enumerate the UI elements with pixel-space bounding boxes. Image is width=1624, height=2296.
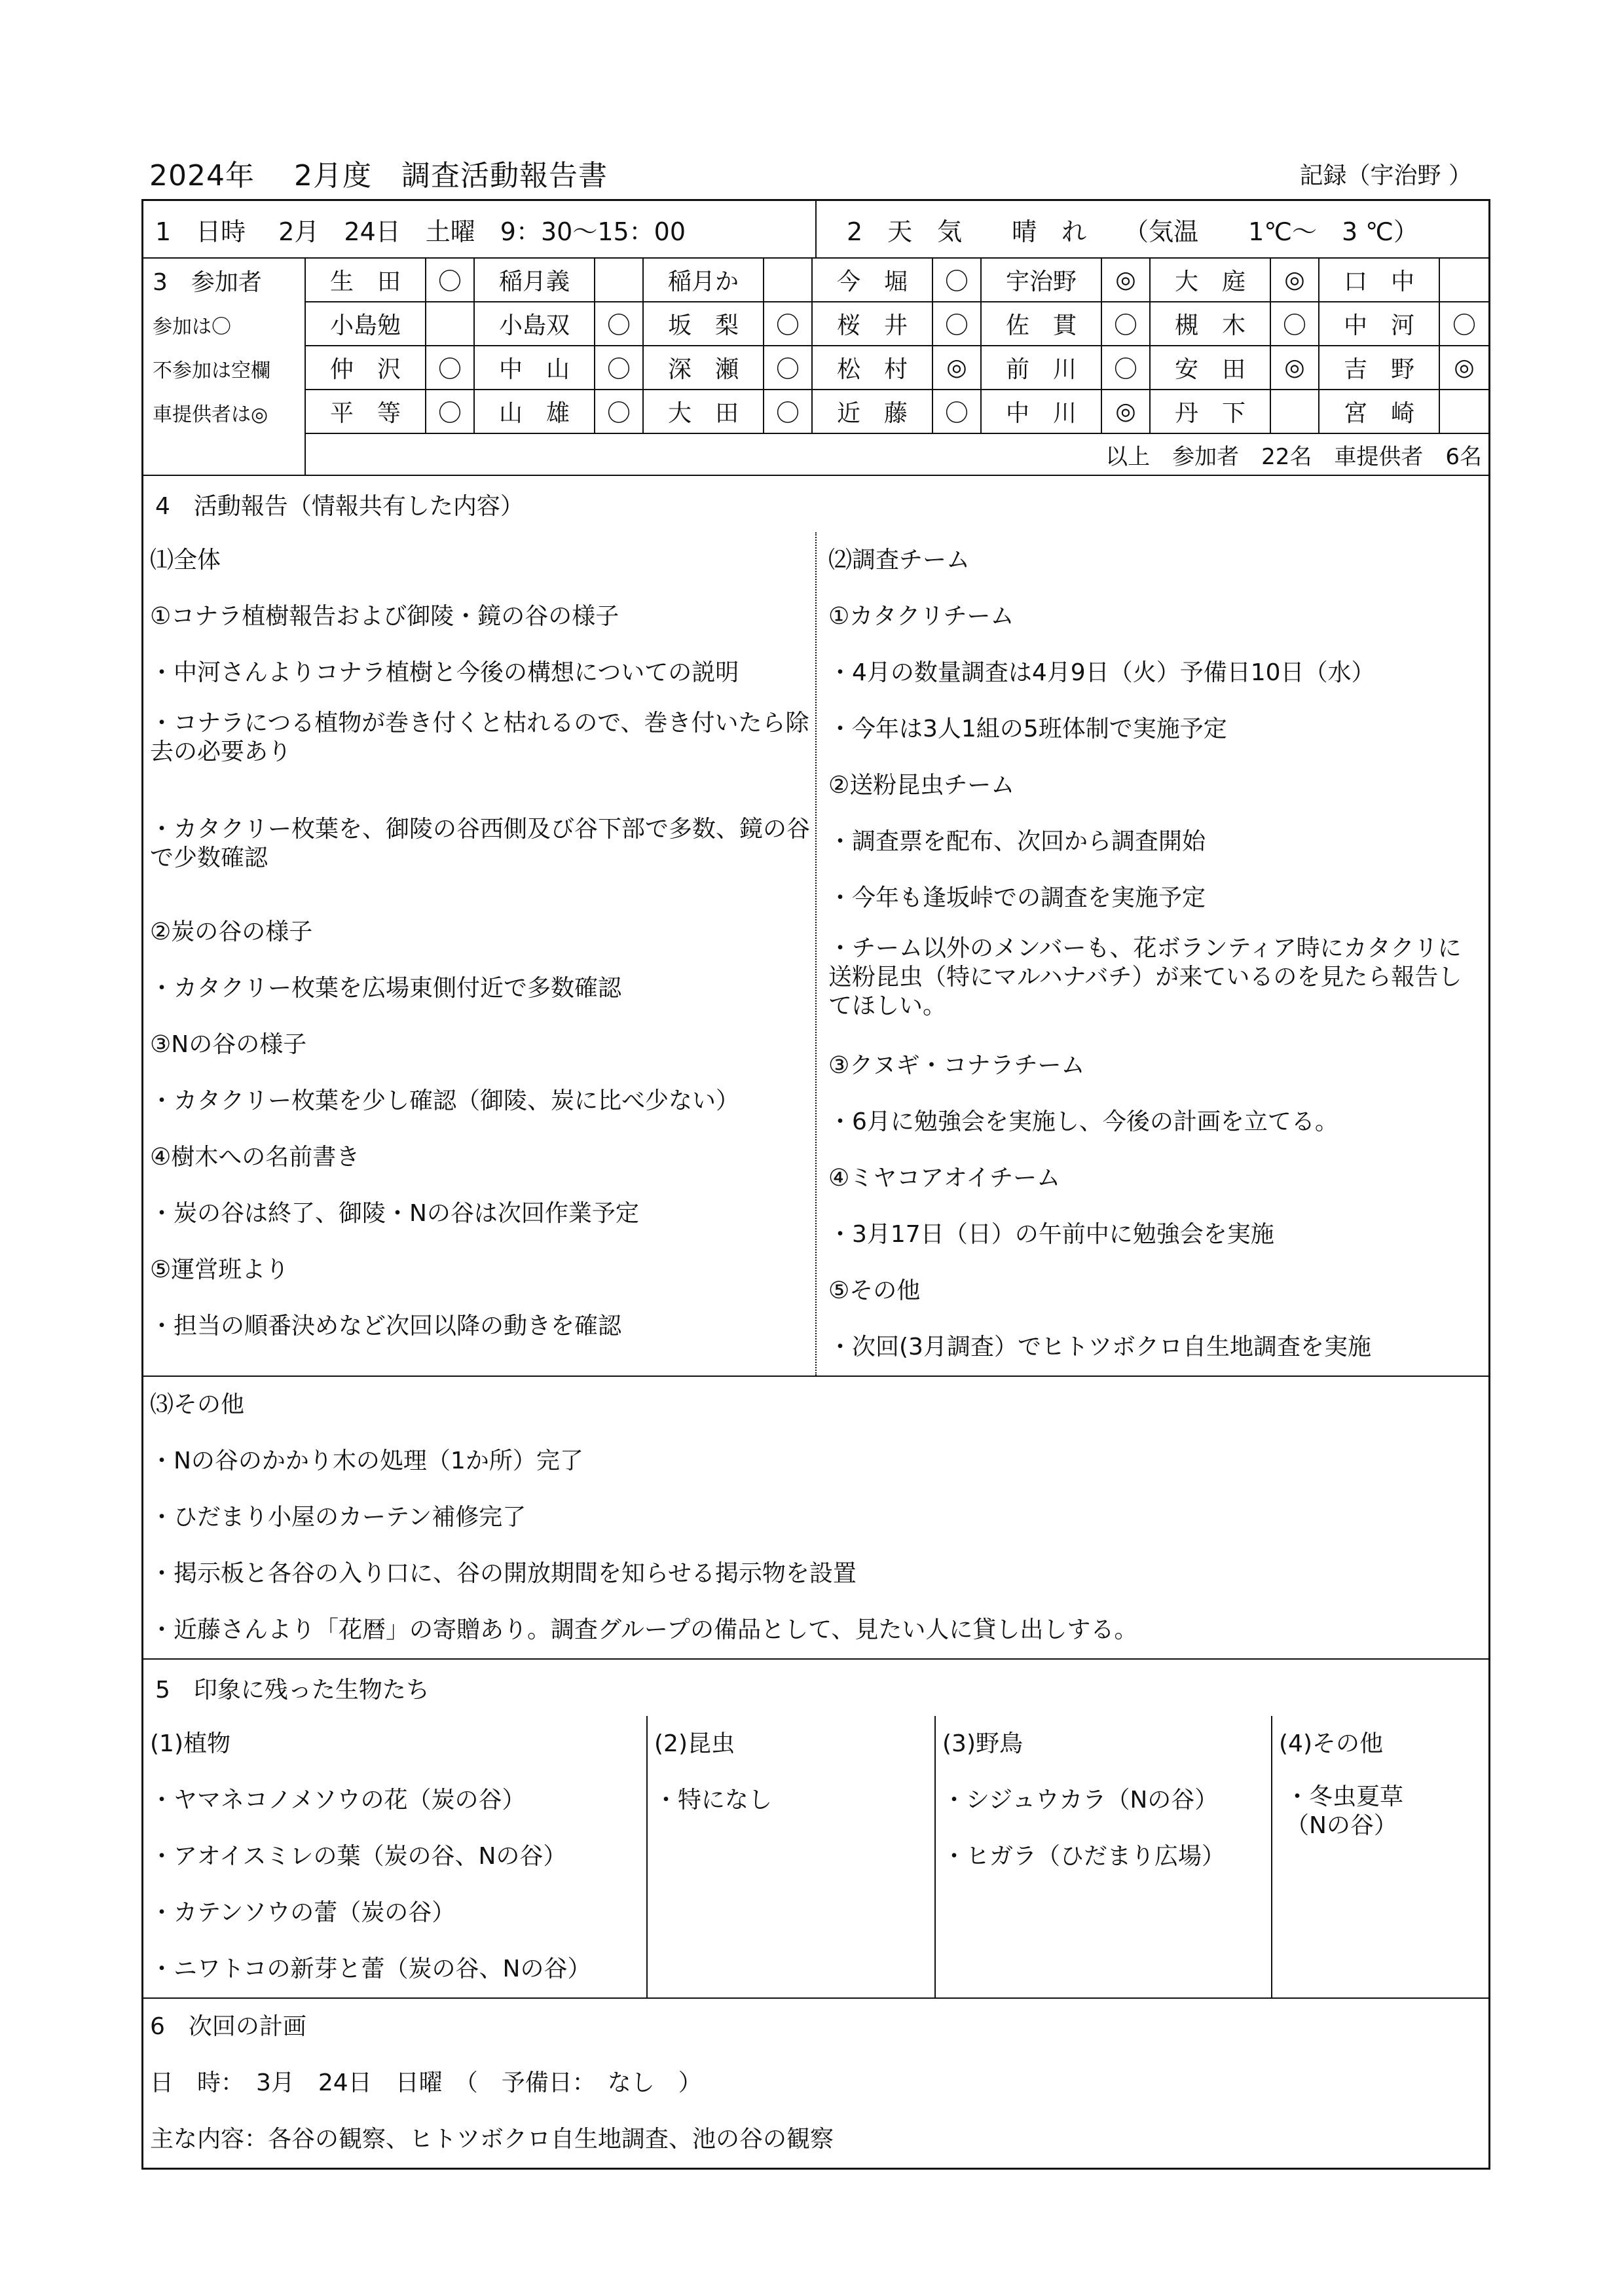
legend-absent: 不参加は空欄	[153, 359, 270, 382]
report-table	[141, 199, 1490, 2170]
attendance-mark: 〇	[764, 302, 813, 345]
participant-name: 前 川	[982, 346, 1102, 389]
list-item: ・Nの谷のかかり木の処理（1か所）完了	[150, 1448, 583, 1474]
list-item: (3)野鳥	[942, 1730, 1023, 1757]
participant-name: 槻 木	[1151, 302, 1271, 345]
next-plan-section	[143, 1999, 1488, 2168]
participant-name: 今 堀	[813, 259, 933, 301]
participant-name: 中 山	[475, 346, 595, 389]
list-item: ②送粉昆虫チーム	[828, 772, 1015, 799]
participant-name: 宇治野	[982, 259, 1102, 301]
attendance-mark: 〇	[933, 390, 982, 433]
list-item: ・掲示板と各谷の入り口に、谷の開放期間を知らせる掲示物を設置	[150, 1560, 857, 1587]
participant-name: 宮 崎	[1320, 390, 1440, 433]
attendance-mark: 〇	[1452, 312, 1476, 339]
list-item: ・今年は3人1組の5班体制で実施予定	[828, 716, 1227, 742]
participant-name: 中 川	[982, 390, 1102, 433]
attendance-mark: ◎	[1454, 354, 1475, 381]
attendance-mark	[764, 259, 813, 301]
datetime-cell: 1 日時 2月 24日 土曜 9：30〜15：00	[143, 201, 817, 257]
list-item: ・ヤマネコノメソウの花（炭の谷）	[150, 1787, 526, 1813]
list-item: ⑵調査チーム	[828, 547, 970, 574]
list-item: ・カタクリー枚葉を少し確認（御陵、炭に比べ少ない）	[150, 1087, 740, 1114]
participant-name: 小島双	[475, 302, 595, 345]
plants-column	[143, 1716, 648, 1997]
list-item: ⑤その他	[828, 1277, 921, 1304]
list-item: ・ニワトコの新芽と蕾（炭の谷、Nの谷）	[150, 1956, 591, 1982]
attendance-mark	[426, 302, 475, 345]
list-item: ③Nの谷の様子	[150, 1031, 307, 1058]
list-item: ③クヌギ・コナラチーム	[828, 1052, 1085, 1079]
participant-name: 小島勉	[306, 302, 426, 345]
list-item: ・担当の順番決めなど次回以降の動きを確認	[150, 1313, 622, 1339]
list-item: ①カタクリチーム	[828, 603, 1014, 630]
legend-car: 車提供者は◎	[153, 403, 268, 426]
list-item: ・炭の谷は終了、御陵・Nの谷は次回作業予定	[150, 1200, 639, 1227]
participant-name: 平 等	[306, 390, 426, 433]
attendance-mark: 〇	[426, 390, 475, 433]
list-item: ・中河さんよりコナラ植樹と今後の構想についての説明	[150, 659, 739, 686]
participant-name: 稲月義	[475, 259, 595, 301]
participant-name: 桜 井	[813, 302, 933, 345]
list-item: ・ひだまり小屋のカーテン補修完了	[150, 1504, 526, 1531]
list-item: ・特になし	[654, 1787, 773, 1813]
participants-totals: 以上 参加者 22名 車提供者 6名	[1105, 443, 1482, 470]
attendance-mark: 〇	[595, 390, 644, 433]
participants-legend	[143, 259, 306, 475]
attendance-mark: 〇	[426, 346, 475, 389]
list-item: (2)昆虫	[654, 1730, 735, 1757]
next-content: 主な内容：各谷の観察、ヒトツボクロ自生地調査、池の谷の観察	[150, 2126, 834, 2153]
participant-name: 稲月か	[644, 259, 764, 301]
attendance-mark: ◎	[1271, 259, 1320, 301]
participant-name: 生 田	[306, 259, 426, 301]
creatures-section	[143, 1660, 1488, 1999]
attendance-mark: 〇	[1102, 346, 1151, 389]
list-item: ・カタクリー枚葉を広場東側付近で多数確認	[150, 975, 622, 1002]
attendance-mark: ◎	[1102, 390, 1151, 433]
participants-heading: 3 参加者	[153, 269, 262, 296]
list-item: ・近藤さんより「花暦」の寄贈あり。調査グループの備品として、見たい人に貸し出しする。	[150, 1616, 1138, 1643]
list-item: ・調査票を配布、次回から調査開始	[828, 828, 1206, 855]
attendance-mark	[1440, 259, 1488, 301]
attendance-mark: 〇	[595, 302, 644, 345]
list-item: (1)植物	[150, 1730, 231, 1757]
list-item: ・次回(3月調査）でヒトツボクロ自生地調査を実施	[828, 1334, 1371, 1360]
participant-name: 松 村	[813, 346, 933, 389]
list-item: ・カテンソウの蕾（炭の谷）	[150, 1899, 456, 1926]
list-item: ・チーム以外のメンバーも、花ボランティア時にカタクリに送粉昆虫（特にマルハナバチ）が来ているのを見たら報告してほしい。	[828, 935, 1462, 1019]
participants-row	[306, 302, 1488, 346]
activity-report-section	[143, 476, 1488, 1377]
list-item: ・冬虫夏草	[1285, 1783, 1404, 1810]
birds-column	[936, 1716, 1272, 1997]
list-item: ・コナラにつる植物が巻き付くと枯れるので、巻き付いたら除去の必要あり	[150, 710, 809, 765]
participant-name: 深 瀬	[644, 346, 764, 389]
section-heading: 5 印象に残った生物たち	[155, 1676, 430, 1704]
participant-name: 山 雄	[475, 390, 595, 433]
participant-name: 吉 野	[1320, 346, 1440, 389]
section-heading: 6 次回の計画	[150, 2013, 306, 2040]
attendance-mark	[1440, 390, 1488, 433]
participant-name: 仲 沢	[306, 346, 426, 389]
list-item: ・シジュウカラ（Nの谷）	[942, 1787, 1219, 1813]
datetime-weather-row	[143, 201, 1488, 259]
list-item: ・アオイスミレの葉（炭の谷、Nの谷）	[150, 1843, 567, 1870]
page-title: 2024年 2月度 調査活動報告書	[149, 159, 608, 192]
list-item: ⑶その他	[150, 1391, 245, 1418]
attendance-mark: ◎	[1271, 346, 1320, 389]
list-item: ・4月の数量調査は4月9日（火）予備日10日（水）	[828, 659, 1375, 686]
weather-cell: 2 天 気 晴 れ （気温 1℃〜 3 ℃）	[847, 217, 1418, 246]
attendance-mark: 〇	[933, 302, 982, 345]
list-item: ④樹木への名前書き	[150, 1144, 360, 1171]
legend-present: 参加は〇	[153, 315, 231, 338]
participant-name: 丹 下	[1151, 390, 1271, 433]
participants-grid	[306, 259, 1488, 434]
participants-section	[143, 259, 1488, 476]
attendance-mark: 〇	[426, 259, 475, 301]
attendance-mark: 〇	[764, 390, 813, 433]
participant-name: 口 中	[1320, 259, 1440, 301]
attendance-mark: 〇	[764, 346, 813, 389]
list-item: ・カタクリー枚葉を、御陵の谷西側及び谷下部で多数、鏡の谷で少数確認	[150, 816, 811, 871]
others-column	[1272, 1716, 1488, 1997]
list-item: (4)その他	[1279, 1730, 1383, 1757]
recorder-label: 記録（宇治野 ）	[1299, 162, 1472, 189]
participant-name: 中 河	[1320, 302, 1440, 345]
list-item: ④ミヤコアオイチーム	[828, 1165, 1061, 1192]
participants-row	[306, 259, 1488, 302]
others-note	[1272, 1772, 1488, 1851]
insects-column	[648, 1716, 936, 1997]
list-item: ①コナラ植樹報告および御陵・鏡の谷の様子	[150, 603, 619, 630]
list-item: ②炭の谷の様子	[150, 919, 313, 945]
report-right-column	[817, 532, 1488, 1376]
attendance-mark: 〇	[933, 259, 982, 301]
list-item: ⑤運営班より	[150, 1256, 289, 1283]
participant-name: 佐 貫	[982, 302, 1102, 345]
list-item: ・ヒガラ（ひだまり広場）	[942, 1843, 1226, 1870]
list-item: ⑴全体	[150, 547, 221, 574]
participant-name: 坂 梨	[644, 302, 764, 345]
participant-name: 安 田	[1151, 346, 1271, 389]
attendance-mark: 〇	[1271, 302, 1320, 345]
attendance-mark: ◎	[933, 346, 982, 389]
attendance-mark	[595, 259, 644, 301]
attendance-mark: 〇	[1102, 302, 1151, 345]
list-item: ・今年も逢坂峠での調査を実施予定	[828, 884, 1206, 911]
attendance-mark	[1271, 390, 1320, 433]
participant-name: 大 田	[644, 390, 764, 433]
participants-row	[306, 346, 1488, 390]
attendance-mark: 〇	[595, 346, 644, 389]
participants-row	[306, 390, 1488, 434]
list-item: ・6月に勉強会を実施し、今後の計画を立てる。	[828, 1108, 1338, 1135]
section-heading: 4 活動報告（情報共有した内容）	[155, 492, 524, 520]
participant-name: 近 藤	[813, 390, 933, 433]
participant-name: 大 庭	[1151, 259, 1271, 301]
next-date: 日 時： 3月 24日 日曜 （ 予備日： なし ）	[150, 2069, 702, 2096]
other-section	[143, 1377, 1488, 1660]
list-item: （Nの谷）	[1285, 1812, 1397, 1839]
list-item: ・3月17日（日）の午前中に勉強会を実施	[828, 1221, 1274, 1248]
attendance-mark: ◎	[1102, 259, 1151, 301]
report-left-column	[143, 532, 817, 1376]
